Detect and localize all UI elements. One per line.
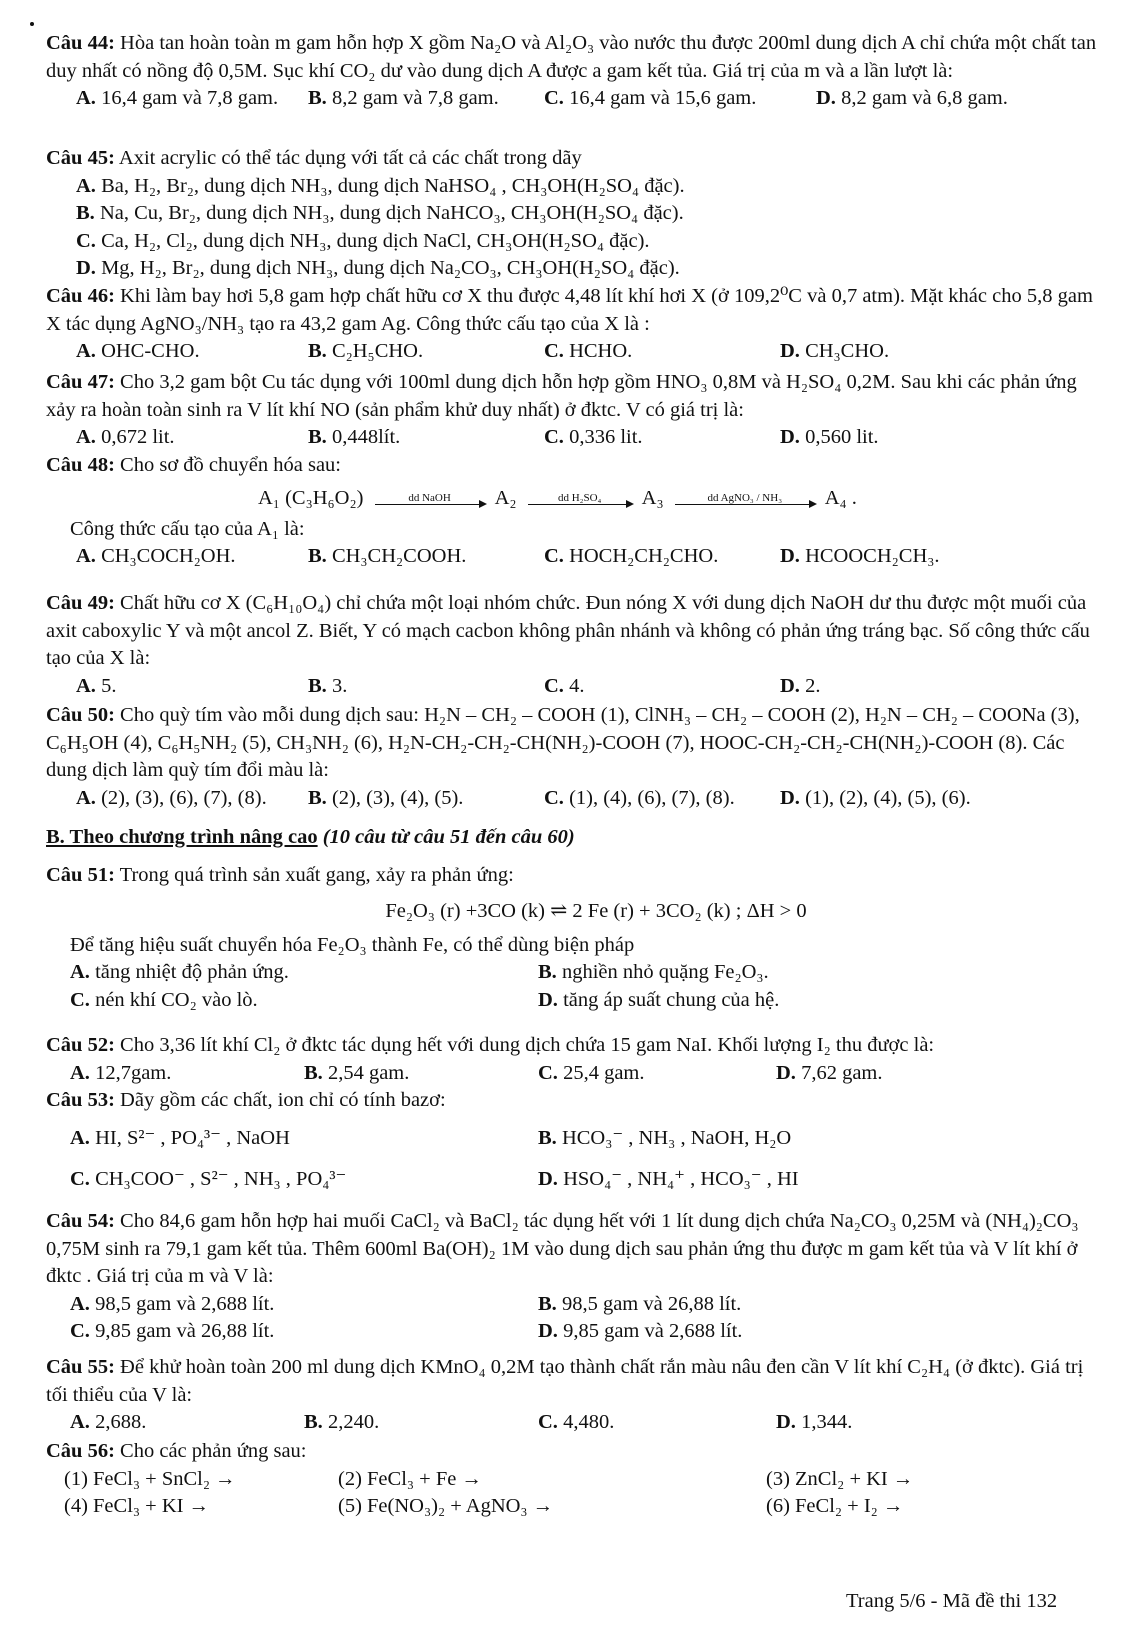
option-c: C. (1), (4), (6), (7), (8). xyxy=(544,786,735,809)
option-d: D. 8,2 gam và 6,8 gam. xyxy=(816,87,1008,110)
option-a: A. 0,672 lit. xyxy=(76,426,175,449)
scheme-a3: A₃ xyxy=(641,486,664,509)
option-a: A. 16,4 gam và 7,8 gam. xyxy=(76,87,279,110)
question-52 xyxy=(46,1032,1106,1087)
option-c: C. 25,4 gam. xyxy=(538,1061,645,1084)
question-label: Câu 49: xyxy=(46,592,115,614)
options-row xyxy=(46,85,1106,113)
options-row xyxy=(46,1409,1106,1437)
question-ask: Để tăng hiệu suất chuyển hóa Fe₂O₃ thành Fe, có thể dùng biện pháp xyxy=(70,933,635,956)
question-49 xyxy=(46,590,1106,700)
question-44 xyxy=(46,30,1106,113)
section-b-heading xyxy=(46,826,575,849)
question-text: Cho 3,36 lít khí Cl₂ ở đktc tác dụng hết với dung dịch chứa 15 gam NaI. Khối lượng I₂ thu được là: xyxy=(114,1034,935,1056)
question-label: Câu 46: xyxy=(46,285,115,307)
option-d: D. (1), (2), (4), (5), (6). xyxy=(780,786,971,809)
question-45 xyxy=(46,145,1106,283)
question-54 xyxy=(46,1208,1106,1346)
question-text: Cho các phản ứng sau: xyxy=(114,1440,307,1462)
question-label: Câu 52: xyxy=(46,1034,115,1056)
question-label: Câu 55: xyxy=(46,1356,115,1378)
options-row xyxy=(46,1166,1106,1194)
option-a: A. 2,688. xyxy=(70,1411,147,1434)
option-d: D. Mg, H₂, Br₂, dung dịch NH₃, dung dịch Na₂CO₃, CH₃OH(H₂SO₄ đặc). xyxy=(76,257,680,280)
question-label: Câu 47: xyxy=(46,371,115,393)
scan-dot xyxy=(30,22,34,26)
option-c: C. 4. xyxy=(544,674,585,697)
option-d: D. 0,560 lit. xyxy=(780,426,879,449)
option-b: B. Na, Cu, Br₂, dung dịch NH₃, dung dịch NaHCO₃, CH₃OH(H₂SO₄ đặc). xyxy=(76,202,684,225)
option-a: A. 98,5 gam và 2,688 lít. xyxy=(70,1292,275,1315)
scheme-a4: A₄ . xyxy=(824,486,857,509)
question-text: Cho quỳ tím vào mỗi dung dịch sau: H₂N – CH₂ – COOH (1), ClNH₃ – CH₂ – COOH (2), H₂N – CH₂ – COONa (3), C₆H₅OH (4), C₆H₅NH₂ (5), CH₃NH₂ (6), H₂N-CH₂-CH₂-CH(NH₂)-COOH (7), HOOC-CH₂-CH₂-CH(NH₂)-COOH (8). Các dung dịch làm quỳ tím đổi màu là: xyxy=(46,704,1080,782)
reaction-3: (3) ZnCl₂ + KI → xyxy=(766,1467,914,1490)
reactions-row xyxy=(46,1493,1106,1521)
options-row xyxy=(46,959,1106,987)
option-a: A. 12,7gam. xyxy=(70,1061,172,1084)
option-b: B. HCO₃⁻ , NH₃ , NaOH, H₂O xyxy=(538,1126,792,1149)
option-c: C. 4,480. xyxy=(538,1411,615,1434)
option-a: A. CH₃COCH₂OH. xyxy=(76,545,236,568)
options-row xyxy=(46,1125,1106,1153)
conversion-scheme xyxy=(46,480,1106,516)
option-d: D. tăng áp suất chung của hệ. xyxy=(538,988,780,1011)
option-b: B. 0,448lít. xyxy=(308,426,401,449)
option-d: D. HSO₄⁻ , NH₄⁺ , HCO₃⁻ , HI xyxy=(538,1168,799,1191)
question-text: Axit acrylic có thể tác dụng với tất cả các chất trong dãy xyxy=(114,147,582,169)
reaction-equation: Fe₂O₃ (r) +3CO (k) ⇌ 2 Fe (r) + 3CO₂ (k) ; ΔH > 0 xyxy=(385,899,807,922)
question-label: Câu 53: xyxy=(46,1089,115,1111)
option-b: B. nghiền nhỏ quặng Fe₂O₃. xyxy=(538,961,769,984)
option-a: A. Ba, H₂, Br₂, dung dịch NH₃, dung dịch NaHSO₄ , CH₃OH(H₂SO₄ đặc). xyxy=(76,174,685,197)
options-row xyxy=(46,1291,1106,1319)
question-text: Trong quá trình sản xuất gang, xảy ra phản ứng: xyxy=(114,864,514,886)
option-c: C. nén khí CO₂ vào lò. xyxy=(70,988,258,1011)
scheme-a2: A₂ xyxy=(494,486,517,509)
option-d: D. 2. xyxy=(780,674,821,697)
question-text: Khi làm bay hơi 5,8 gam hợp chất hữu cơ X thu được 4,48 lít khí hơi X (ở 109,2⁰C và 0,7 atm). Mặt khác cho 5,8 gam X tác dụng AgNO₃/NH₃ tạo ra 43,2 gam Ag. Công thức cấu tạo của X là : xyxy=(46,285,1093,335)
option-d: D. 7,62 gam. xyxy=(776,1061,883,1084)
option-a: A. tăng nhiệt độ phản ứng. xyxy=(70,961,289,984)
question-label: Câu 48: xyxy=(46,454,115,476)
option-b: B. 2,54 gam. xyxy=(304,1061,410,1084)
scheme-arrow-1: dd NaOH xyxy=(375,492,485,505)
question-text: Cho 3,2 gam bột Cu tác dụng với 100ml dung dịch hỗn hợp gồm HNO₃ 0,8M và H₂SO₄ 0,2M. Sau khi các phản ứng xảy ra hoàn toàn sinh ra V lít khí NO (sản phẩm khử duy nhất) ở đktc. V có giá trị là: xyxy=(46,371,1077,421)
page-footer: Trang 5/6 - Mã đề thi 132 xyxy=(846,1590,1058,1612)
reaction-1: (1) FeCl₃ + SnCl₂ → xyxy=(64,1467,236,1490)
option-a: A. 5. xyxy=(76,674,117,697)
question-55 xyxy=(46,1354,1106,1437)
question-label: Câu 45: xyxy=(46,147,115,169)
option-b: B. C₂H₅CHO. xyxy=(308,340,424,363)
options-row xyxy=(46,543,1106,571)
options-row xyxy=(46,338,1106,366)
scheme-a1: A₁ (C₃H₆O₂) xyxy=(258,486,364,509)
options-row xyxy=(46,424,1106,452)
option-c: C. HCHO. xyxy=(544,340,633,363)
option-b: B. CH₃CH₂COOH. xyxy=(308,545,467,568)
question-label: Câu 50: xyxy=(46,704,115,726)
question-label: Câu 44: xyxy=(46,32,115,54)
option-d: D. CH₃CHO. xyxy=(780,340,890,363)
options-row xyxy=(46,673,1106,701)
options-row xyxy=(46,785,1106,813)
options-row xyxy=(46,1318,1106,1346)
question-48 xyxy=(46,452,1106,571)
option-b: B. (2), (3), (4), (5). xyxy=(308,786,464,809)
reaction-2: (2) FeCl₃ + Fe → xyxy=(338,1467,482,1490)
question-text: Chất hữu cơ X (C₆H₁₀O₄) chỉ chứa một loại nhóm chức. Đun nóng X với dung dịch NaOH dư thu được một muối của axit caboxylic Y và một ancol Z. Biết, Y có mạch cacbon không phân nhánh và không có phản ứng tráng bạc. Số công thức cấu tạo của X là: xyxy=(46,592,1090,670)
option-c: C. HOCH₂CH₂CHO. xyxy=(544,545,719,568)
option-a: A. OHC-CHO. xyxy=(76,340,200,363)
question-50 xyxy=(46,702,1106,812)
option-b: B. 3. xyxy=(308,674,348,697)
question-51 xyxy=(46,862,1106,1014)
question-text: Để khử hoàn toàn 200 ml dung dịch KMnO₄ 0,2M tạo thành chất rắn màu nâu đen cần V lít khí C₂H₄ (ở đktc). Giá trị tối thiểu của V là: xyxy=(46,1356,1084,1406)
option-b: B. 2,240. xyxy=(304,1411,380,1434)
options-row xyxy=(46,987,1106,1015)
reactions-row xyxy=(46,1466,1106,1494)
option-c: C. Ca, H₂, Cl₂, dung dịch NH₃, dung dịch NaCl, CH₃OH(H₂SO₄ đặc). xyxy=(76,229,650,252)
reaction-5: (5) Fe(NO₃)₂ + AgNO₃ → xyxy=(338,1495,554,1518)
question-53 xyxy=(46,1087,1106,1194)
option-b: B. 98,5 gam và 26,88 lít. xyxy=(538,1292,742,1315)
question-label: Câu 54: xyxy=(46,1210,115,1232)
option-b: B. 8,2 gam và 7,8 gam. xyxy=(308,87,499,110)
options-row xyxy=(46,1060,1106,1088)
reaction-4: (4) FeCl₃ + KI → xyxy=(64,1495,210,1518)
option-c: C. CH₃COO⁻ , S²⁻ , NH₃ , PO₄³⁻ xyxy=(70,1168,347,1191)
question-text: Dãy gồm các chất, ion chỉ có tính bazơ: xyxy=(114,1089,446,1111)
option-a: A. HI, S²⁻ , PO₄³⁻ , NaOH xyxy=(70,1126,290,1149)
reaction-6: (6) FeCl₂ + I₂ → xyxy=(766,1495,904,1518)
question-text: Cho 84,6 gam hỗn hợp hai muối CaCl₂ và BaCl₂ tác dụng hết với 1 lít dung dịch chứa Na₂CO₃ 0,25M và (NH₄)₂CO₃ 0,75M sinh ra 79,1 gam kết tủa. Thêm 600ml Ba(OH)₂ 1M vào dung dịch sau phản ứng thu được m gam kết tủa và V lít khí ở đktc . Giá trị của m và V là: xyxy=(46,1210,1079,1288)
option-d: D. 1,344. xyxy=(776,1411,853,1434)
question-label: Câu 51: xyxy=(46,864,115,886)
question-text: Cho sơ đồ chuyển hóa sau: xyxy=(114,454,341,476)
section-title: B. Theo chương trình nâng cao xyxy=(46,826,318,848)
question-46 xyxy=(46,283,1106,366)
question-56 xyxy=(46,1438,1106,1521)
scheme-arrow-2: dd H₂SO₄ xyxy=(528,492,632,505)
option-a: A. (2), (3), (6), (7), (8). xyxy=(76,786,267,809)
option-d: D. HCOOCH₂CH₃. xyxy=(780,545,940,568)
option-d: D. 9,85 gam và 2,688 lít. xyxy=(538,1320,743,1343)
question-text: Hòa tan hoàn toàn m gam hỗn hợp X gồm Na₂O và Al₂O₃ vào nước thu được 200ml dung dịch A chỉ chứa một chất tan duy nhất có nồng độ 0,5M. Sục khí CO₂ dư vào dung dịch A được a gam kết tủa. Giá trị của m và a lần lượt là: xyxy=(46,32,1097,82)
section-subtitle: (10 câu từ câu 51 đến câu 60) xyxy=(317,826,575,848)
option-c: C. 9,85 gam và 26,88 lít. xyxy=(70,1320,275,1343)
question-label: Câu 56: xyxy=(46,1440,115,1462)
question-47 xyxy=(46,369,1106,452)
option-c: C. 16,4 gam và 15,6 gam. xyxy=(544,87,757,110)
question-ask: Công thức cấu tạo của A₁ là: xyxy=(70,517,305,540)
scheme-arrow-3: dd AgNO₃ / NH₃ xyxy=(675,492,815,505)
option-c: C. 0,336 lit. xyxy=(544,426,643,449)
